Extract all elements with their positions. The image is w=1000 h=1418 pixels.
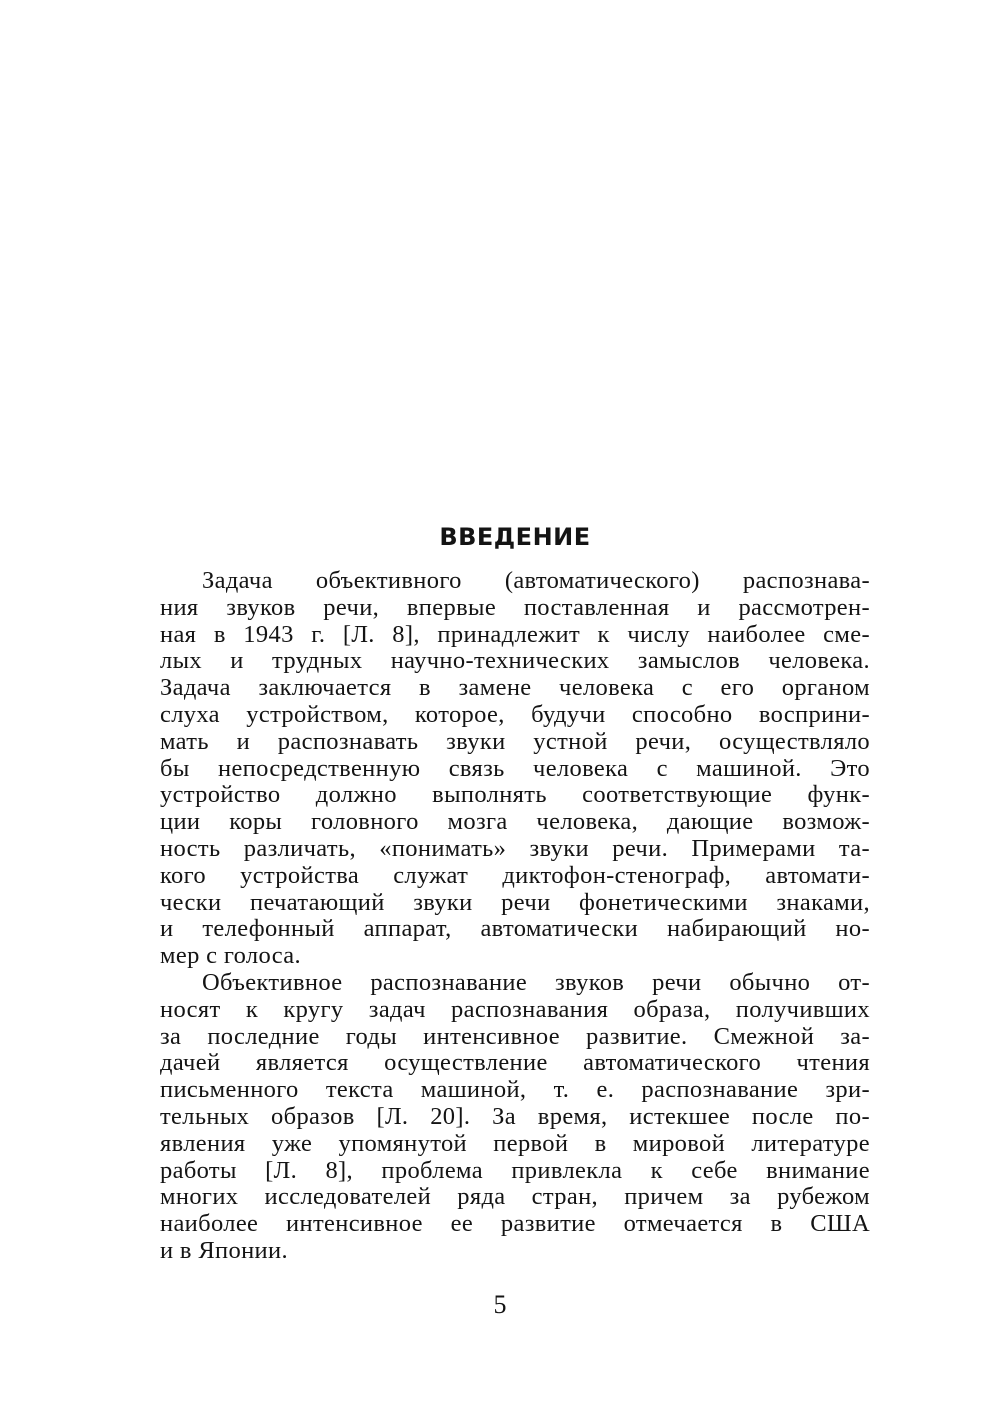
text-line: многих исследователей ряда стран, причем за рубежом bbox=[160, 1184, 870, 1211]
chapter-heading: ВВЕДЕНИЕ bbox=[439, 523, 591, 551]
text-line: устройство должно выполнять соответствующие функ- bbox=[160, 782, 870, 809]
text-line: Задача заключается в замене человека с его органом bbox=[160, 675, 870, 702]
body-text bbox=[160, 568, 870, 1265]
text-line: наиболее интенсивное ее развитие отмечается в США bbox=[160, 1211, 870, 1238]
page-number: 5 bbox=[493, 1290, 507, 1319]
text-line: лых и трудных научно-технических замыслов человека. bbox=[160, 648, 870, 675]
text-line: мать и распознавать звуки устной речи, осуществляло bbox=[160, 728, 870, 755]
paragraph-2 bbox=[160, 970, 870, 1265]
text-line: явления уже упомянутой первой в мировой литературе bbox=[160, 1130, 870, 1157]
text-line: дачей является осуществление автоматического чтения bbox=[160, 1050, 870, 1077]
text-line: и в Японии. bbox=[160, 1237, 288, 1264]
text-line: письменного текста машиной, т. е. распознавание зри- bbox=[160, 1077, 870, 1104]
text-line: носят к кругу задач распознавания образа, получивших bbox=[160, 996, 870, 1023]
text-line: кого устройства служат диктофон-стенограф, автомати- bbox=[160, 862, 870, 889]
text-line: за последние годы интенсивное развитие. Смежной за- bbox=[160, 1023, 870, 1050]
paragraph-1 bbox=[160, 568, 870, 970]
text-line: слуха устройством, которое, будучи способно восприни- bbox=[160, 701, 870, 728]
text-line: и телефонный аппарат, автоматически набирающий но- bbox=[160, 916, 870, 943]
text-line: Объективное распознавание звуков речи обычно от- bbox=[202, 969, 870, 996]
text-line: работы [Л. 8], проблема привлекла к себе внимание bbox=[160, 1157, 870, 1184]
text-line: чески печатающий звуки речи фонетическими знаками, bbox=[160, 889, 870, 916]
text-line: бы непосредственную связь человека с машиной. Это bbox=[160, 755, 870, 782]
text-line: тельных образов [Л. 20]. За время, истекшее после по- bbox=[160, 1103, 870, 1130]
text-line: ции коры головного мозга человека, дающие возмож- bbox=[160, 809, 870, 836]
text-line: мер с голоса. bbox=[160, 943, 301, 970]
text-line: ность различать, «понимать» звуки речи. Примерами та- bbox=[160, 835, 870, 862]
text-line: ная в 1943 г. [Л. 8], принадлежит к числу наиболее сме- bbox=[160, 621, 870, 648]
text-line: ния звуков речи, впервые поставленная и рассмотрен- bbox=[160, 594, 870, 621]
text-line: Задача объективного (автоматического) распознава- bbox=[202, 568, 870, 594]
